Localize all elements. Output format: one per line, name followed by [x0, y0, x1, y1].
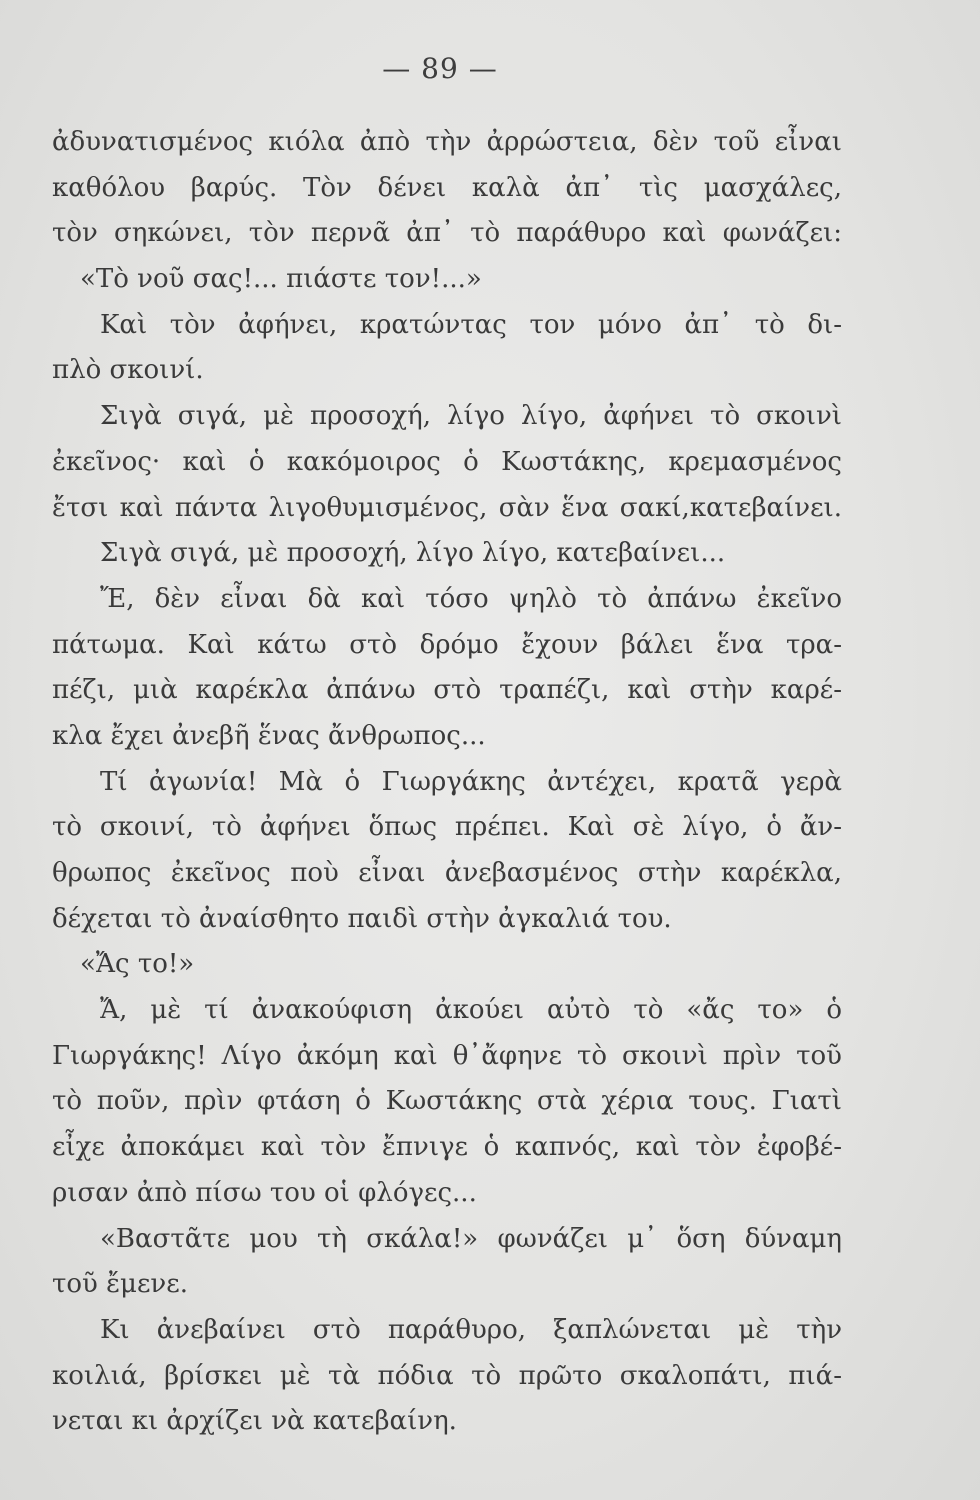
- text-line: «Τὸ νοῦ σας!... πιάστε τον!...»: [80, 264, 482, 295]
- text-line: «Βαστᾶτε μου τὴ σκάλα!» φωνάζει μ᾽ ὅση δύναμη: [100, 1223, 842, 1254]
- text-line: θρωπος ἐκεῖνος ποὺ εἶναι ἀνεβασμένος στὴν καρέκλα,: [52, 858, 842, 888]
- text-line: τὸ σκοινί, τὸ ἀφήνει ὅπως πρέπει. Καὶ σὲ λίγο, ὁ ἄν-: [52, 812, 842, 843]
- text-line: Καὶ τὸν ἀφήνει, κρατώντας τον μόνο ἀπ᾽ τὸ δι-: [100, 309, 842, 340]
- text-line: ρισαν ἀπὸ πίσω του οἱ φλόγες...: [52, 1177, 477, 1208]
- text-line: κλα ἔχει ἀνεβῆ ἕνας ἄνθρωπος...: [52, 720, 486, 751]
- text-line: πάτωμα. Καὶ κάτω στὸ δρόμο ἔχουν βάλει ἕνα τρα-: [52, 629, 842, 660]
- text-line: Ἔ, δὲν εἶναι δὰ καὶ τόσο ψηλὸ τὸ ἀπάνω ἐκεῖνο: [100, 583, 842, 614]
- text-line: κοιλιά, βρίσκει μὲ τὰ πόδια τὸ πρῶτο σκαλοπάτι, πιά-: [52, 1360, 842, 1391]
- text-line: πέζι, μιὰ καρέκλα ἀπάνω στὸ τραπέζι, καὶ στὴν καρέ-: [52, 675, 842, 706]
- text-line: καθόλου βαρύς. Τὸν δένει καλὰ ἀπ᾽ τὶς μασχάλες,: [52, 172, 842, 203]
- text-line: τὸ ποῦν, πρὶν φτάση ὁ Κωστάκης στὰ χέρια τους. Γιατὶ: [52, 1086, 842, 1117]
- text-line: τὸν σηκώνει, τὸν περνᾶ ἀπ᾽ τὸ παράθυρο καὶ φωνάζει:: [52, 218, 842, 249]
- text-line: Σιγὰ σιγά, μὲ προσοχή, λίγο λίγο, ἀφήνει τὸ σκοινὶ: [100, 401, 842, 432]
- text-line: ἐκεῖνος· καὶ ὁ κακόμοιρος ὁ Κωστάκης, κρεμασμένος: [52, 446, 842, 477]
- text-line: Κι ἀνεβαίνει στὸ παράθυρο, ξαπλώνεται μὲ τὴν: [100, 1314, 842, 1345]
- text-line: «Ἄς το!»: [80, 949, 195, 980]
- text-line: πλὸ σκοινί.: [52, 355, 204, 386]
- text-line: Σιγὰ σιγά, μὲ προσοχή, λίγο λίγο, κατεβαίνει...: [100, 538, 726, 569]
- text-line: Τί ἀγωνία! Μὰ ὁ Γιωργάκης ἀντέχει, κρατᾶ γερὰ: [100, 766, 842, 797]
- body-text: [52, 120, 842, 1445]
- text-line: Ἄ, μὲ τί ἀνακούφιση ἀκούει αὐτὸ τὸ «ἄς το» ὁ: [100, 995, 842, 1026]
- text-line: δέχεται τὸ ἀναίσθητο παιδὶ στὴν ἀγκαλιά του.: [52, 903, 672, 934]
- text-line: ἀδυνατισμένος κιόλα ἀπὸ τὴν ἀρρώστεια, δὲν τοῦ εἶναι: [52, 127, 842, 157]
- text-line: Γιωργάκης! Λίγο ἀκόμη καὶ θ᾽ἄφηνε τὸ σκοινὶ πρὶν τοῦ: [52, 1040, 842, 1071]
- page-number: — 89 —: [382, 52, 498, 85]
- text-line: τοῦ ἔμενε.: [52, 1269, 188, 1300]
- text-line: εἶχε ἀποκάμει καὶ τὸν ἔπνιγε ὁ καπνός, καὶ τὸν ἐφοβέ-: [52, 1132, 842, 1163]
- text-line: ἔτσι καὶ πάντα λιγοθυμισμένος, σὰν ἕνα σακί,κατεβαίνει.: [52, 492, 842, 523]
- text-line: νεται κι ἀρχίζει νὰ κατεβαίνη.: [52, 1406, 457, 1437]
